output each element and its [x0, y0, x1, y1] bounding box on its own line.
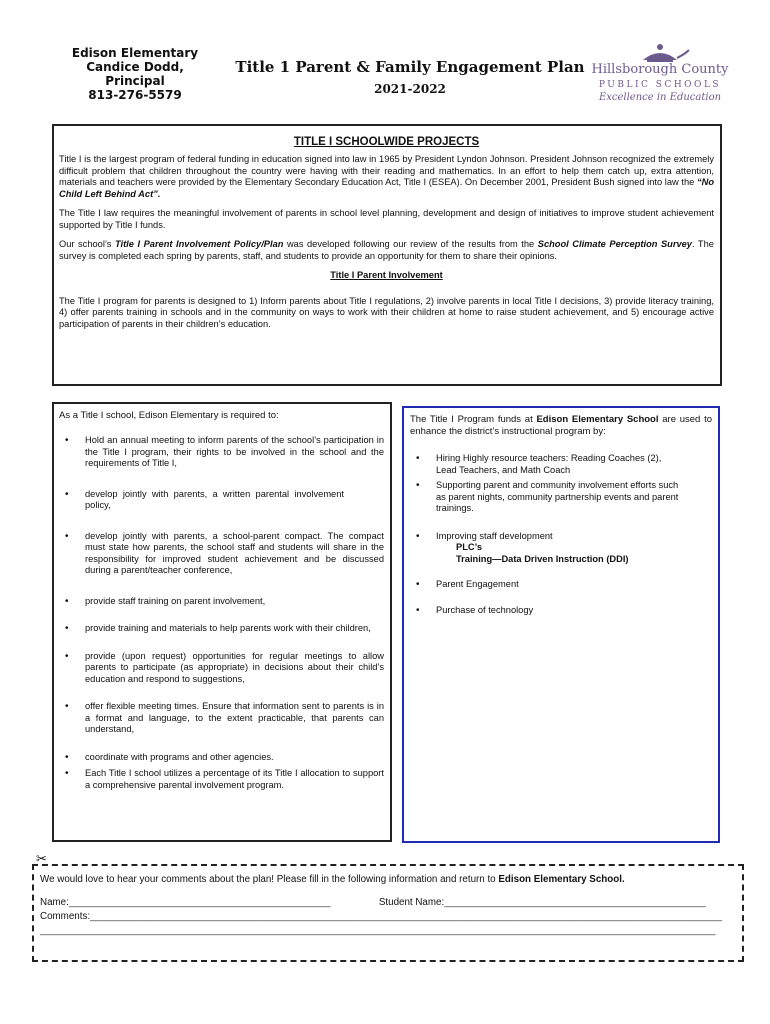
- plan-year: 2021-2022: [374, 82, 446, 96]
- logo-name: Hillsborough County: [591, 62, 729, 77]
- list-item: • develop jointly with parents, a school-parent compact. The compact must state how parents, the school staff and students will share in the responsibility for improved student achievement and be discussed during a parent/teacher conference,: [59, 531, 384, 577]
- list-item: • Improving staff development PLC’s Training—Data Driven Instruction (DDI): [410, 531, 712, 566]
- ddi-line: Training—Data Driven Instruction (DDI): [456, 553, 629, 564]
- requirements-list: [59, 435, 384, 791]
- law-paragraph: The Title I law requires the meaningful involvement of parents in school level planning, development and design of initiatives to improve student achievement supported by Title I funds.: [59, 208, 714, 230]
- name-label: Name:: [40, 897, 69, 908]
- list-item: • provide (upon request) opportunities for regular meetings to allow parents to participate (as appropriate) in decisions about their child’s education and respond to suggestions,: [59, 651, 384, 686]
- list-item: • Supporting parent and community involvement efforts such as parent nights, community partnership events and parent trainings.: [410, 480, 712, 515]
- intro-paragraph: Title I is the largest program of federal funding in education signed into law in 1965 by President Lyndon Johnson. President Johnson recognized the extremely difficult problem that children throughout the country were having with their reading and mathematics. In an effort to help them catch up, extra attention, materials and teachers were provided by the Elementary Secondary Education Act, Title I (ESEA). On December 2001, President Bush signed into law the “No Child Left Behind Act”.: [59, 154, 714, 199]
- name-row: [40, 897, 736, 911]
- funds-lead: The Title I Program funds at Edison Elementary School are used to enhance the district’s instructional program by:: [410, 414, 712, 437]
- program-paragraph: The Title I program for parents is designed to 1) Inform parents about Title I regulations, 2) involve parents in local Title I decisions, 3) provide literacy training, 4) offer parents training in schools and in the community on ways to work with their children at home to raise student achievement, and 5) encourage active participation of parents in their children’s education.: [59, 295, 714, 329]
- district-logo: [585, 38, 735, 110]
- funds-list: [410, 453, 712, 616]
- logo-tagline: Excellence in Education: [598, 92, 722, 103]
- school-name: Edison Elementary: [71, 46, 199, 60]
- requirements-lead: As a Title I school, Edison Elementary is required to:: [59, 410, 279, 421]
- policy-paragraph: Our school’s Title I Parent Involvement Policy/Plan was developed following our review of the results from the School Climate Perception Survey. The survey is completed each spring by parents, staff, and students to provide an opportunity for them to share their opinions.: [59, 239, 714, 261]
- list-item: • provide staff training on parent involvement,: [59, 596, 384, 608]
- comments-row: [40, 911, 736, 925]
- school-phone: 813-276-5579: [88, 88, 182, 102]
- list-item: • Parent Engagement: [410, 579, 712, 591]
- list-item: • develop jointly with parents, a written parental involvement policy,: [59, 489, 384, 512]
- comments-field-2[interactable]: ____________________________________________________________________________________________________________________________: [40, 925, 716, 936]
- school-info: [55, 46, 215, 102]
- page-title: [230, 58, 590, 96]
- comment-form: [32, 864, 744, 962]
- logo-sub: PUBLIC SCHOOLS: [598, 80, 722, 90]
- comments-row-2: [40, 925, 736, 939]
- list-item: • Hold an annual meeting to inform parents of the school’s participation in the Title I program, their rights to be involved in the school and the requirements of Title I,: [59, 435, 384, 470]
- schoolwide-projects-box: [52, 124, 722, 386]
- plan-title: Title 1 Parent & Family Engagement Plan: [235, 58, 585, 76]
- name-field[interactable]: ________________________________________________: [68, 897, 331, 908]
- list-item: • Each Title I school utilizes a percentage of its Title I allocation to support a comprehensive parental involvement program.: [59, 768, 384, 791]
- list-item: • Hiring Highly resource teachers: Reading Coaches (2), Lead Teachers, and Math Coach: [410, 453, 712, 476]
- student-name-label: Student Name:: [378, 897, 445, 908]
- student-name-field[interactable]: ________________________________________________: [444, 897, 706, 908]
- form-intro: We would love to hear your comments about the plan! Please fill in the following information and return to Edison Elementary School.: [40, 874, 625, 885]
- parent-involvement-heading: Title I Parent Involvement: [330, 270, 443, 280]
- section-heading: TITLE I SCHOOLWIDE PROJECTS: [293, 136, 480, 148]
- requirements-box: [52, 402, 392, 842]
- comments-field[interactable]: ____________________________________________________________________________________________________________________: [90, 911, 723, 922]
- scissors-icon: ✂: [36, 851, 47, 866]
- list-item: • Purchase of technology: [410, 605, 712, 617]
- principal-name: Candice Dodd, Principal: [86, 60, 184, 88]
- program-funds-box: [402, 406, 720, 843]
- plc-line: PLC’s: [456, 542, 483, 552]
- comments-label: Comments:: [40, 911, 91, 922]
- list-item: • provide training and materials to help parents work with their children,: [59, 623, 384, 635]
- lamp-icon: [585, 38, 735, 64]
- list-item: • offer flexible meeting times. Ensure that information sent to parents is in a format and language, to the extent practicable, that parents can understand,: [59, 701, 384, 736]
- list-item: • coordinate with programs and other agencies.: [59, 752, 384, 764]
